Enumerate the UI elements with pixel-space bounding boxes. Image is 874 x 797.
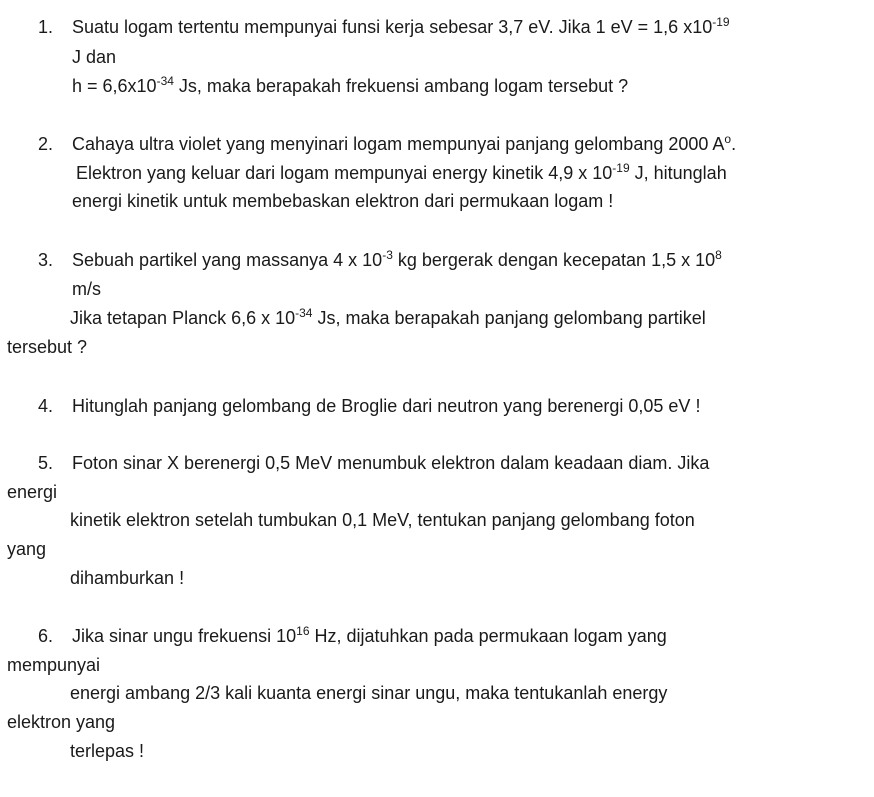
problem-2-line-1: Cahaya ultra violet yang menyinari logam mempunyai panjang gelombang 2000 $A^o$. [72, 132, 737, 154]
problem-4-line-1: Hitunglah panjang gelombang de Broglie dari neutron yang berenergi 0,05 eV ! [72, 396, 701, 416]
problem-6-line-4: elektron yang [7, 712, 116, 732]
problem-5-line-4: yang [7, 539, 47, 559]
problem-3-line-4: tersebut ? [7, 337, 88, 357]
problem-1-line-1: Suatu logam tertentu mempunyai funsi kerja sebesar 3,7 eV. Jika 1 eV = 1,6 $x10^{-19}$ [72, 15, 730, 37]
problem-5-number: 5. [38, 453, 54, 473]
problem-5-line-5: dihamburkan ! [70, 568, 185, 588]
problem-1-number: 1. [38, 17, 54, 37]
problem-2-line-2: Elektron yang keluar dari logam mempunyai energy kinetik 4,9 x $10^{-19}$ J, hitunglah [76, 161, 727, 183]
problem-5-line-3: kinetik elektron setelah tumbukan 0,1 MeV, tentukan panjang gelombang foton [70, 510, 695, 530]
problem-6-line-3: energi ambang 2/3 kali kuanta energi sinar ungu, maka tentukanlah energy [70, 683, 668, 703]
problem-6-line-5: terlepas ! [70, 741, 145, 761]
problem-1-line-2: J dan [72, 47, 117, 67]
problem-6-number: 6. [38, 626, 54, 646]
problem-2-number: 2. [38, 134, 54, 154]
problem-3-line-1: Sebuah partikel yang massanya 4 x $10^{-3}$ kg bergerak dengan kecepatan 1,5 x $10^8$ [72, 248, 722, 270]
problem-1-line-3: $h = 6,6x10^{-34}$ Js, maka berapakah frekuensi ambang logam tersebut ? [72, 74, 629, 96]
problem-4-number: 4. [38, 396, 54, 416]
problem-6-line-2: mempunyai [7, 655, 101, 675]
problem-3-line-3: Jika tetapan Planck 6,6 x $10^{-34}$ Js, maka berapakah panjang gelombang partikel [70, 306, 706, 328]
problem-3-number: 3. [38, 250, 54, 270]
problem-3-line-2: m/s [72, 279, 101, 299]
problem-5-line-2: energi [7, 482, 58, 502]
problem-2-line-3: energi kinetik untuk membebaskan elektron dari permukaan logam ! [72, 191, 614, 211]
problem-5-line-1: Foton sinar X berenergi 0,5 MeV menumbuk elektron dalam keadaan diam. Jika [72, 453, 710, 473]
problem-6-line-1: Jika sinar ungu frekuensi $10^{16}$ Hz, dijatuhkan pada permukaan logam yang [72, 624, 667, 646]
